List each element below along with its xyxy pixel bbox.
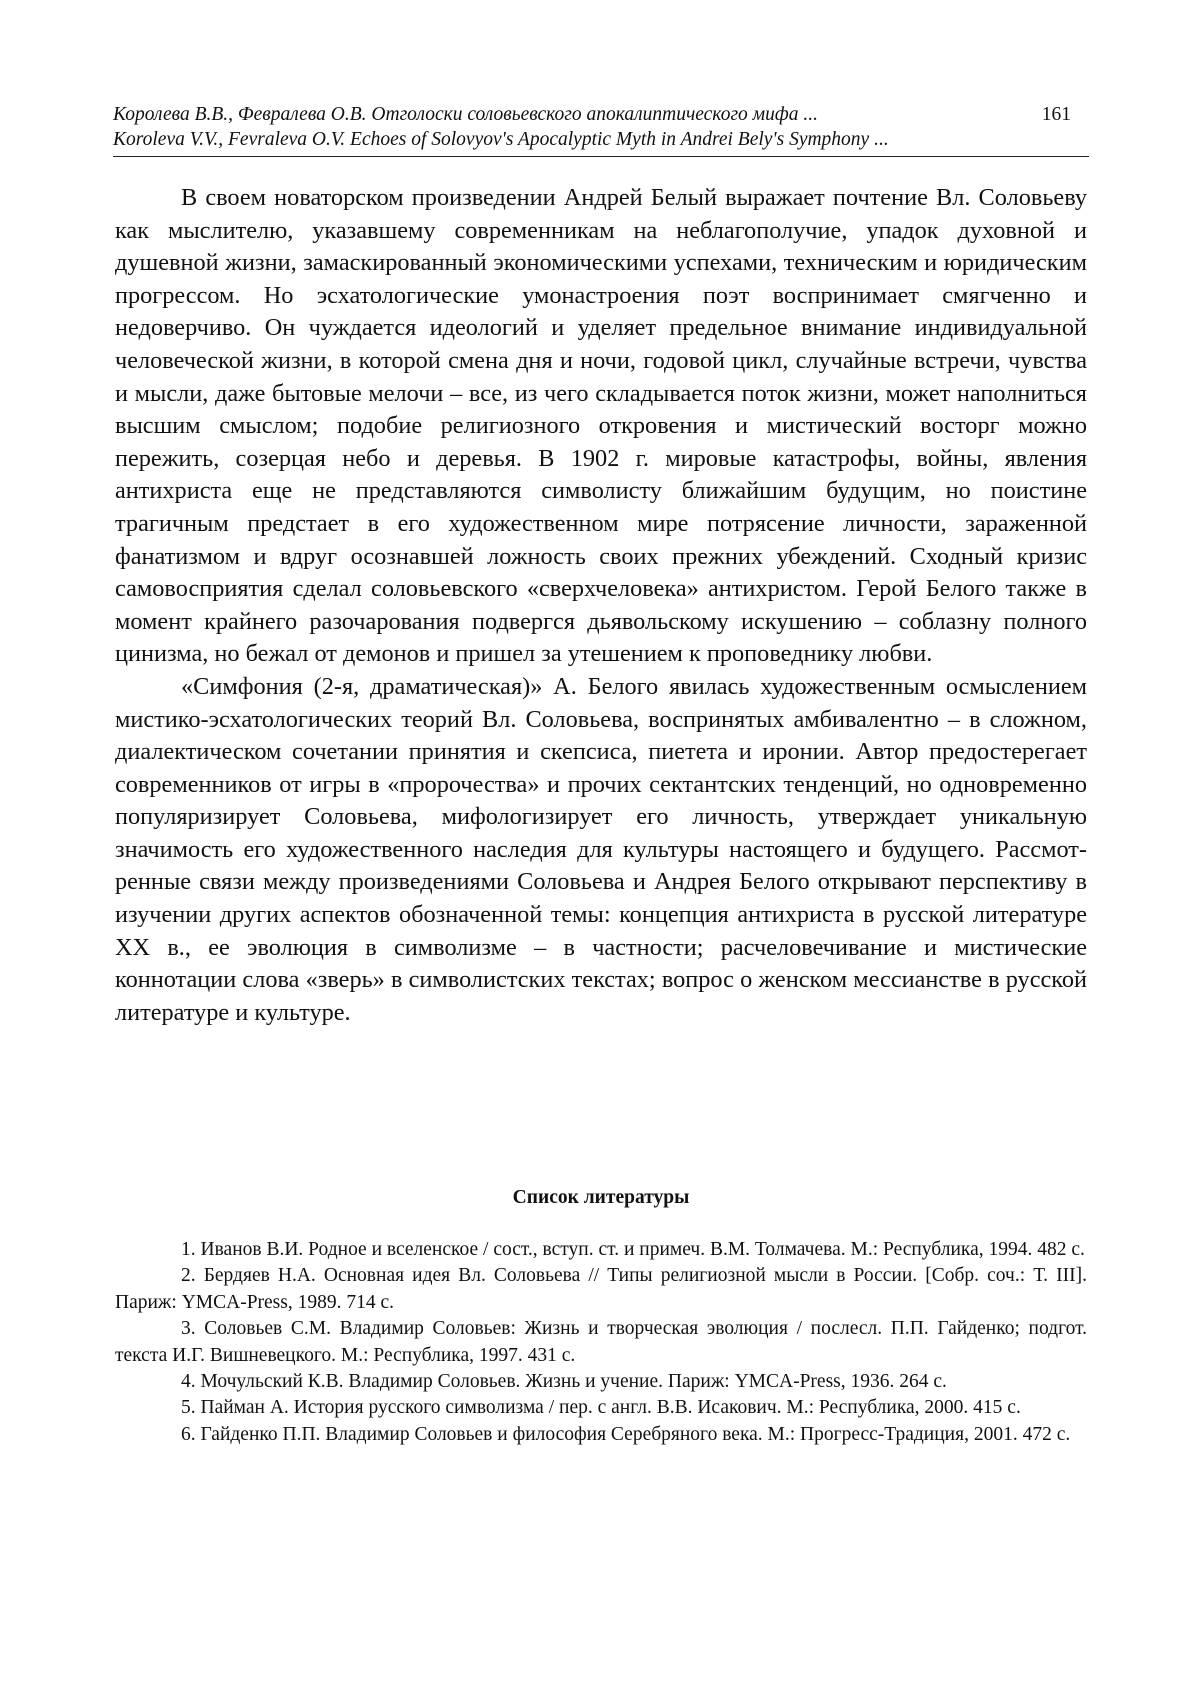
- running-head-title-en: Koroleva V.V., Fevraleva O.V. Echoes of Solovyov's Apocalyptic Myth in Andrei Bely's Symphony ...: [113, 129, 889, 150]
- reference-item: 5. Пайман А. История русского символизма / пер. с англ. В.В. Исакович. М.: Республика, 2000. 415 с.: [181, 1397, 1021, 1419]
- reference-item: 2. Бердяев Н.А. Основная идея Вл. Соловьева // Типы религиозной мысли в России. [Собр. соч.: Т. III]. Париж: YMCA-Press, 1989. 714 с.: [115, 1265, 1087, 1313]
- reference-item: 1. Иванов В.И. Родное и вселенское / сост., вступ. ст. и примеч. В.М. Толмачева. М.: Республика, 1994. 482 с.: [181, 1239, 1085, 1260]
- reference-item: 4. Мочульский К.В. Владимир Соловьев. Жизнь и учение. Париж: YMCA-Press, 1936. 264 с.: [181, 1371, 947, 1393]
- running-head: [113, 102, 1089, 152]
- article-body: [115, 182, 1087, 1029]
- page-number: 161: [1041, 104, 1071, 125]
- references-heading: Список литературы: [512, 1187, 690, 1208]
- body-paragraph: «Симфония (2-я, драматическая)» А. Белого явилась художественным осмыслением мистико-эсхатологических теорий Вл. Соловьева, воспринятых амбивалентно – в сложном, диалектическом сочетании принятия и скепсиса, пиетета и иронии. Автор предостерегает современников от игры в «пророчества» и прочих сектантских тенденций, но одновременно популяризирует Соловьева, мифологизирует его личность, утверждает уникальную значимость его художественного наследия для культуры настоящего и будущего. Рассмотренные связи между произведениями Соловьева и Андрея Белого открывают перспективу в изучении других аспектов обозначенной темы: концепция антихриста в русской литературе XX в., ее эволюция в символизме – в частности; расчеловечивание и мистические коннотации слова «зверь» в символистских текстах; вопрос о женском мессианстве в русской литературе и культуре.: [115, 672, 1087, 1026]
- header-rule: [113, 156, 1089, 157]
- running-head-row-ru: [113, 102, 1089, 127]
- reference-item: 3. Соловьев С.М. Владимир Соловьев: Жизнь и творческая эволюция / послесл. П.П. Гайденко; подгот. текста И.Г. Вишневецкого. М.: Республика, 1997. 431 с.: [115, 1318, 1087, 1366]
- body-paragraph: В своем новаторском произведении Андрей Белый выражает почтение Вл. Соловьеву как мыслителю, указавшему современникам на неблагополучие, упадок духовной и душевной жизни, замаскированный экономическими успехами, техническим и юридическим прогрессом. Но эсхатологические умонастроения поэт воспринимает смягченно и недоверчиво. Он чуждается идеологий и уделяет предельное внимание индивидуальной человеческой жизни, в которой смена дня и ночи, годовой цикл, случайные встречи, чувства и мысли, даже бытовые мелочи – все, из чего складывается поток жизни, может наполниться высшим смыслом; подобие религиозного откровения и мистический восторг можно пережить, созерцая небо и деревья. В 1902 г. мировые катастрофы, войны, явления антихриста еще не представляются символисту ближайшим будущим, но поистине трагичным предстает в его художественном мире потрясение личности, зараженной фанатизмом и вдруг осознавшей ложность своих прежних убеждений. Сходный кризис самовосприятия сделал соловьевского «сверхчеловека» антихристом. Герой Белого также в момент крайнего разочарования подвергся дьявольскому искушению – соблазну полного цинизма, но бежал от демонов и пришел за утешением к проповеднику любви.: [115, 184, 1087, 668]
- running-head-row-en: [113, 127, 1089, 152]
- running-head-title-ru: Королева В.В., Февралева О.В. Отголоски соловьевского апокалиптического мифа ...: [113, 104, 818, 125]
- reference-item: 6. Гайденко П.П. Владимир Соловьев и философия Серебряного века. М.: Прогресс-Традиция, 2001. 472 с.: [181, 1423, 1071, 1445]
- references-list: [115, 1237, 1087, 1448]
